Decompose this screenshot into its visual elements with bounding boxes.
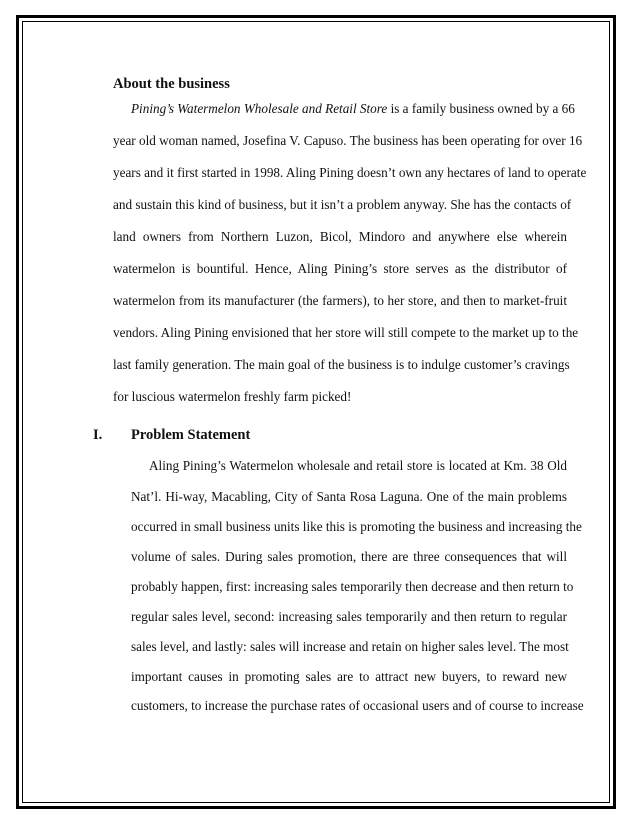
problem-heading: Problem Statement bbox=[131, 427, 251, 443]
problem-line-9: customers, to increase the purchase rates of occasional users and of course to increase bbox=[131, 698, 584, 713]
about-line-9: last family generation. The main goal of the business is to indulge customer’s cravings bbox=[113, 357, 570, 372]
about-line-3: years and it first started in 1998. Aling Pining doesn’t own any hectares of land to operate bbox=[113, 165, 587, 180]
problem-line-2: Nat’l. Hi-way, Macabling, City of Santa Rosa Laguna. One of the main problems bbox=[131, 489, 567, 504]
problem-line-4: volume of sales. During sales promotion, there are three consequences that will bbox=[131, 549, 567, 564]
about-line-10: for luscious watermelon freshly farm picked! bbox=[113, 389, 352, 404]
problem-line-3: occurred in small business units like this is promoting the business and increasing the bbox=[131, 519, 582, 534]
about-line-2: year old woman named, Josefina V. Capuso. The business has been operating for over 16 bbox=[113, 133, 583, 148]
problem-line-6: regular sales level, second: increasing sales temporarily and then return to regular bbox=[131, 609, 567, 624]
about-line-1-text: is a family business owned by a 66 bbox=[387, 101, 575, 116]
business-name: Pining’s Watermelon Wholesale and Retail Store bbox=[131, 101, 388, 116]
about-line-6: watermelon is bountiful. Hence, Aling Pining’s store serves as the distributor of bbox=[113, 261, 567, 276]
about-line-5: land owners from Northern Luzon, Bicol, Mindoro and anywhere else wherein bbox=[113, 229, 567, 244]
problem-line-8: important causes in promoting sales are to attract new buyers, to reward new bbox=[131, 669, 567, 684]
section-numeral: I. bbox=[93, 427, 103, 443]
problem-line-7: sales level, and lastly: sales will increase and retain on higher sales level. The most bbox=[131, 639, 569, 654]
about-line-4: and sustain this kind of business, but it isn’t a problem anyway. She has the contacts of bbox=[113, 197, 572, 212]
about-line-8: vendors. Aling Pining envisioned that her store will still compete to the market up to the bbox=[113, 325, 579, 340]
problem-line-5: probably happen, first: increasing sales temporarily then decrease and then return to bbox=[131, 579, 574, 594]
problem-line-1: Aling Pining’s Watermelon wholesale and retail store is located at Km. 38 Old bbox=[149, 458, 567, 473]
about-line-7: watermelon from its manufacturer (the farmers), to her store, and then to market-fruit bbox=[113, 293, 567, 308]
about-line-1 bbox=[131, 100, 575, 118]
about-heading: About the business bbox=[113, 76, 230, 92]
